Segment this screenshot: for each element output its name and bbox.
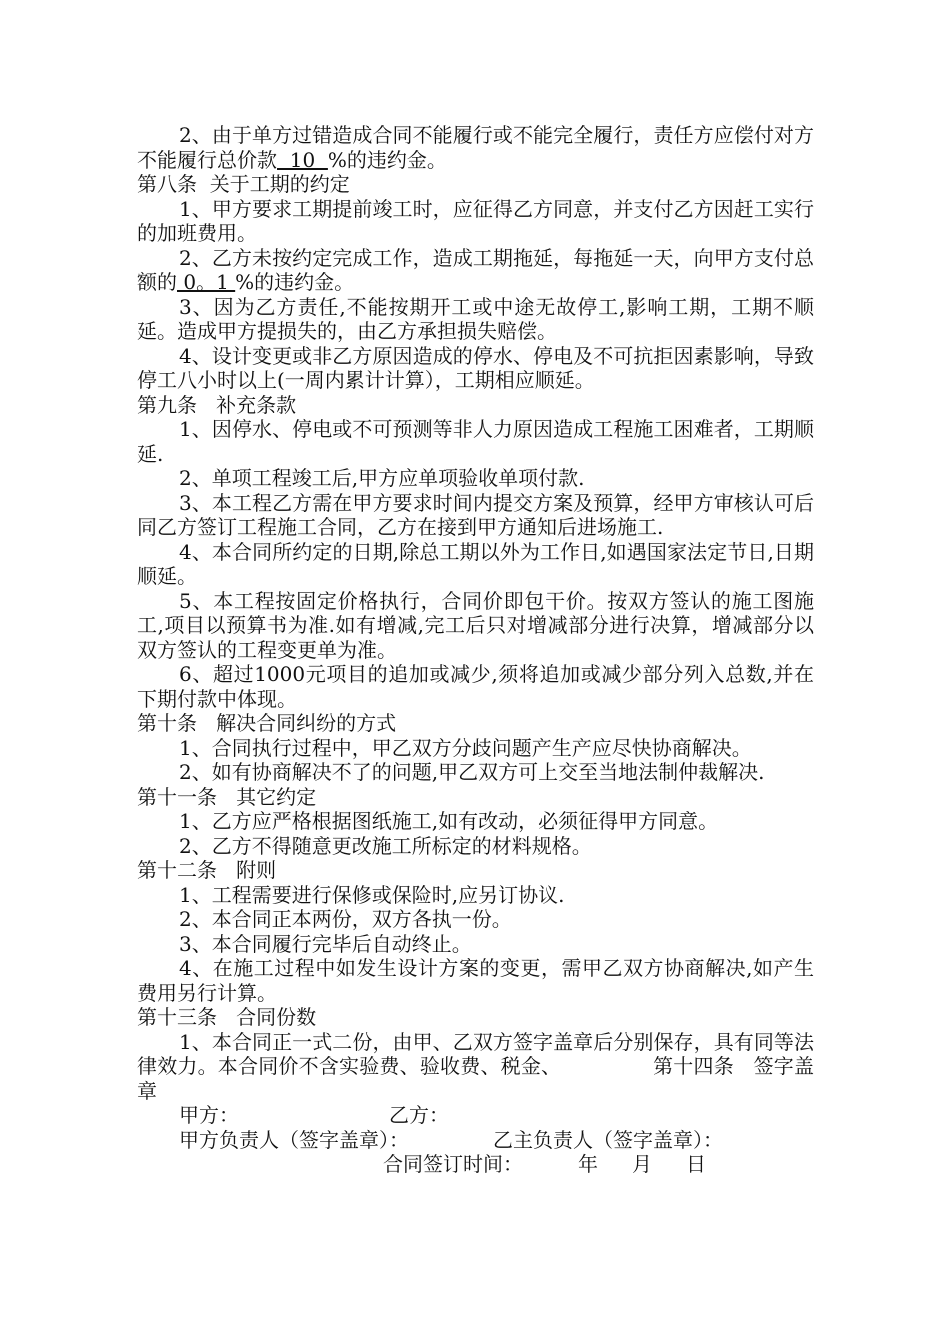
article-9-title: 第九条 补充条款 — [137, 392, 297, 417]
year-label: 年 — [578, 1152, 598, 1176]
penalty-value-underlined: 10 — [277, 147, 328, 172]
art12-item: 4、在施工过程中如发生设计方案的变更，需甲乙双方协商解决,如产生费用另行计算。 — [137, 956, 814, 1005]
art8-item3: 3、因为乙方责任,不能按期开工或中途无故停工,影响工期，工期不顺延。造成甲方提损失的，由乙方承担损失赔偿。 — [137, 294, 814, 343]
art8-item2 — [137, 246, 814, 295]
art10-item: 1、合同执行过程中，甲乙双方分歧问题产生产应尽快协商解决。 — [179, 735, 752, 760]
art9-item: 1、因停水、停电或不可预测等非人力原因造成工程施工困难者，工期顺延. — [137, 417, 814, 466]
article-13-title: 第十三条 合同份数 — [137, 1005, 317, 1029]
art12-item: 2、本合同正本两份，双方各执一份。 — [179, 907, 512, 931]
sign-date-line — [137, 1152, 814, 1177]
party-b-rep-label: 乙主负责人（签字盖章）： — [493, 1127, 723, 1152]
art11-item: 1、乙方应严格根据图纸施工,如有改动，必须征得甲方同意。 — [179, 809, 719, 833]
contract-page — [137, 123, 814, 1177]
art7-item2 — [137, 123, 814, 172]
art13-item1: 1、本合同正一式二份，由甲、乙双方签字盖章后分别保存，具有同等法律效力。本合同价不含实验费、验收费、税金、 第十四条 签字盖章 — [137, 1029, 814, 1103]
art12-item: 1、工程需要进行保修或保险时,应另订协议. — [179, 882, 565, 907]
signature-block — [137, 1103, 814, 1177]
article-12-title: 第十二条 附则 — [137, 858, 277, 882]
art9-item: 2、单项工程竣工后,甲方应单项验收单项付款. — [179, 466, 585, 490]
art8-item2-text: 2、乙方未按约定完成工作，造成工期拖延，每拖延一天，向甲方支付总额的 — [137, 245, 814, 294]
art9-item: 6、超过1000元项目的追加或减少,须将追加或减少部分列入总数,并在下期付款中体现。 — [137, 662, 814, 711]
art8-item1: 1、甲方要求工期提前竣工时，应征得乙方同意，并支付乙方因赶工实行的加班费用。 — [137, 196, 814, 245]
month-label: 月 — [632, 1152, 652, 1176]
art8-item2-suffix: %的违约金。 — [235, 270, 355, 294]
party-line — [137, 1103, 814, 1128]
day-label: 日 — [686, 1152, 706, 1176]
art9-item: 3、本工程乙方需在甲方要求时间内提交方案及预算，经甲方审核认可后同乙方签订工程施工合同，乙方在接到甲方通知后进场施工. — [137, 490, 814, 539]
article-8-title: 第八条 关于工期的约定 — [137, 172, 350, 196]
art9-item: 4、本合同所约定的日期,除总工期以外为工作日,如遇国家法定节日,日期顺延。 — [137, 539, 814, 588]
art9-item: 5、本工程按固定价格执行，合同价即包干价。按双方签认的施工图施工,项目以预算书为准.如有增减,完工后只对增减部分进行决算，增减部分以双方签认的工程变更单为准。 — [137, 588, 814, 662]
party-b-label: 乙方： — [389, 1103, 449, 1127]
art7-item2-text: 2、由于单方过错造成合同不能履行或不能完全履行，责任方应偿付对方不能履行总价款 — [137, 123, 814, 172]
sign-date-label: 合同签订时间： — [383, 1152, 523, 1176]
art8-item4: 4、设计变更或非乙方原因造成的停水、停电及不可抗拒因素影响，导致停工八小时以上(一周内累计计算），工期相应顺延。 — [137, 343, 814, 392]
party-a-label: 甲方： — [179, 1103, 239, 1127]
art12-item: 3、本合同履行完毕后自动终止。 — [179, 931, 472, 956]
representative-line — [137, 1128, 814, 1153]
delay-rate-underlined: 0。1 — [177, 270, 236, 294]
article-10-title: 第十条 解决合同纠纷的方式 — [137, 711, 397, 735]
art10-item: 2、如有协商解决不了的问题,甲乙双方可上交至当地法制仲裁解决. — [179, 760, 765, 784]
art11-item: 2、乙方不得随意更改施工所标定的材料规格。 — [179, 833, 592, 858]
art7-item2-suffix: %的违约金。 — [327, 147, 447, 172]
party-a-rep-label: 甲方负责人（签字盖章）： — [179, 1127, 409, 1152]
article-11-title: 第十一条 其它约定 — [137, 784, 317, 809]
